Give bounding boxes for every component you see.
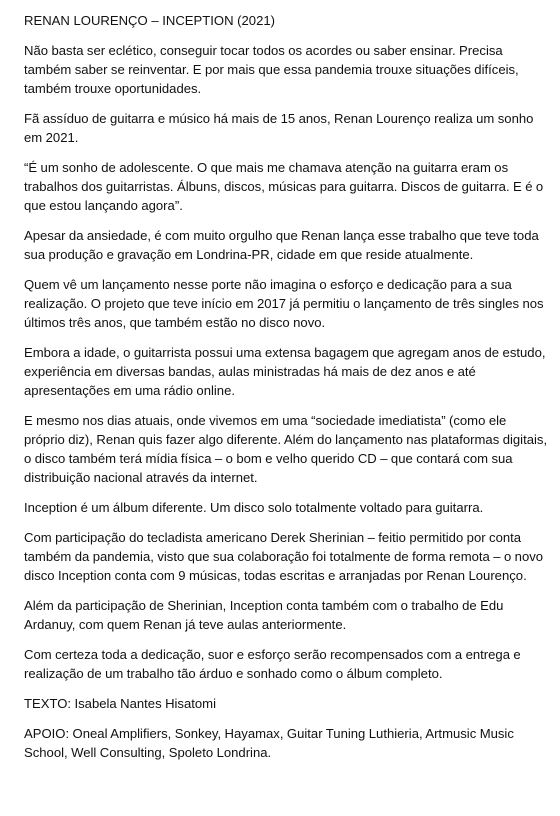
paragraph-dream: Fã assíduo de guitarra e músico há mais de 15 anos, Renan Lourenço realiza um sonho em 2021. — [24, 111, 534, 145]
paragraph-intro: Não basta ser eclético, conseguir tocar todos os acordes ou saber ensinar. Precisa também saber se reinventar. E por mais que essa pandemia trouxe situações difíceis, também trouxe oportunidades. — [24, 43, 519, 96]
paragraph-sherinian: Com participação do tecladista americano Derek Sherinian – feitio permitido por conta também da pandemia, visto que sua colaboração foi totalmente de forma remota – o novo disco Inception conta com 9 músicas, todas escritas e arranjadas por Renan Lourenço. — [24, 530, 544, 583]
paragraph-experience: Embora a idade, o guitarrista possui uma extensa bagagem que agregam anos de estudo, experiência em diversas bandas, aulas ministradas há mais de dez anos e até apresentações em uma rádio online. — [24, 345, 546, 398]
paragraph-conclusion: Com certeza toda a dedicação, suor e esforço serão recompensados com a entrega e realização de um trabalho tão árduo e sonhado como o álbum completo. — [24, 647, 521, 681]
paragraph-quote: “É um sonho de adolescente. O que mais me chamava atenção na guitarra eram os trabalhos dos guitarristas. Álbuns, discos, músicas para guitarra. Discos de guitarra. E é o que estou lançando agora”. — [24, 160, 544, 213]
paragraph-author: TEXTO: Isabela Nantes Hisatomi — [24, 696, 217, 711]
paragraph-effort: Quem vê um lançamento nesse porte não imagina o esforço e dedicação para a sua realização. O projeto que teve início em 2017 já permitiu o lançamento de três singles nos últimos três anos, que também estão no disco novo. — [24, 277, 544, 330]
document-title: RENAN LOURENÇO – INCEPTION (2021) — [24, 13, 276, 28]
paragraph-ardanuy: Além da participação de Sherinian, Inception conta também com o trabalho de Edu Ardanuy, com quem Renan já teve aulas anteriormente. — [24, 598, 504, 632]
paragraph-sponsors: APOIO: Oneal Amplifiers, Sonkey, Hayamax, Guitar Tuning Luthieria, Artmusic Music School, Well Consulting, Spoleto Londrina. — [24, 726, 514, 760]
paragraph-anxiety: Apesar da ansiedade, é com muito orgulho que Renan lança esse trabalho que teve toda sua produção e gravação em Londrina-PR, cidade em que reside atualmente. — [24, 228, 539, 262]
paragraph-physical-media: E mesmo nos dias atuais, onde vivemos em uma “sociedade imediatista” (como ele próprio diz), Renan quis fazer algo diferente. Além do lançamento nas plataformas digitais, o disco também terá mídia física – o bom e velho querido CD – que contará com sua distribuição nacional através da internet. — [24, 413, 548, 485]
paragraph-album: Inception é um álbum diferente. Um disco solo totalmente voltado para guitarra. — [24, 500, 484, 515]
